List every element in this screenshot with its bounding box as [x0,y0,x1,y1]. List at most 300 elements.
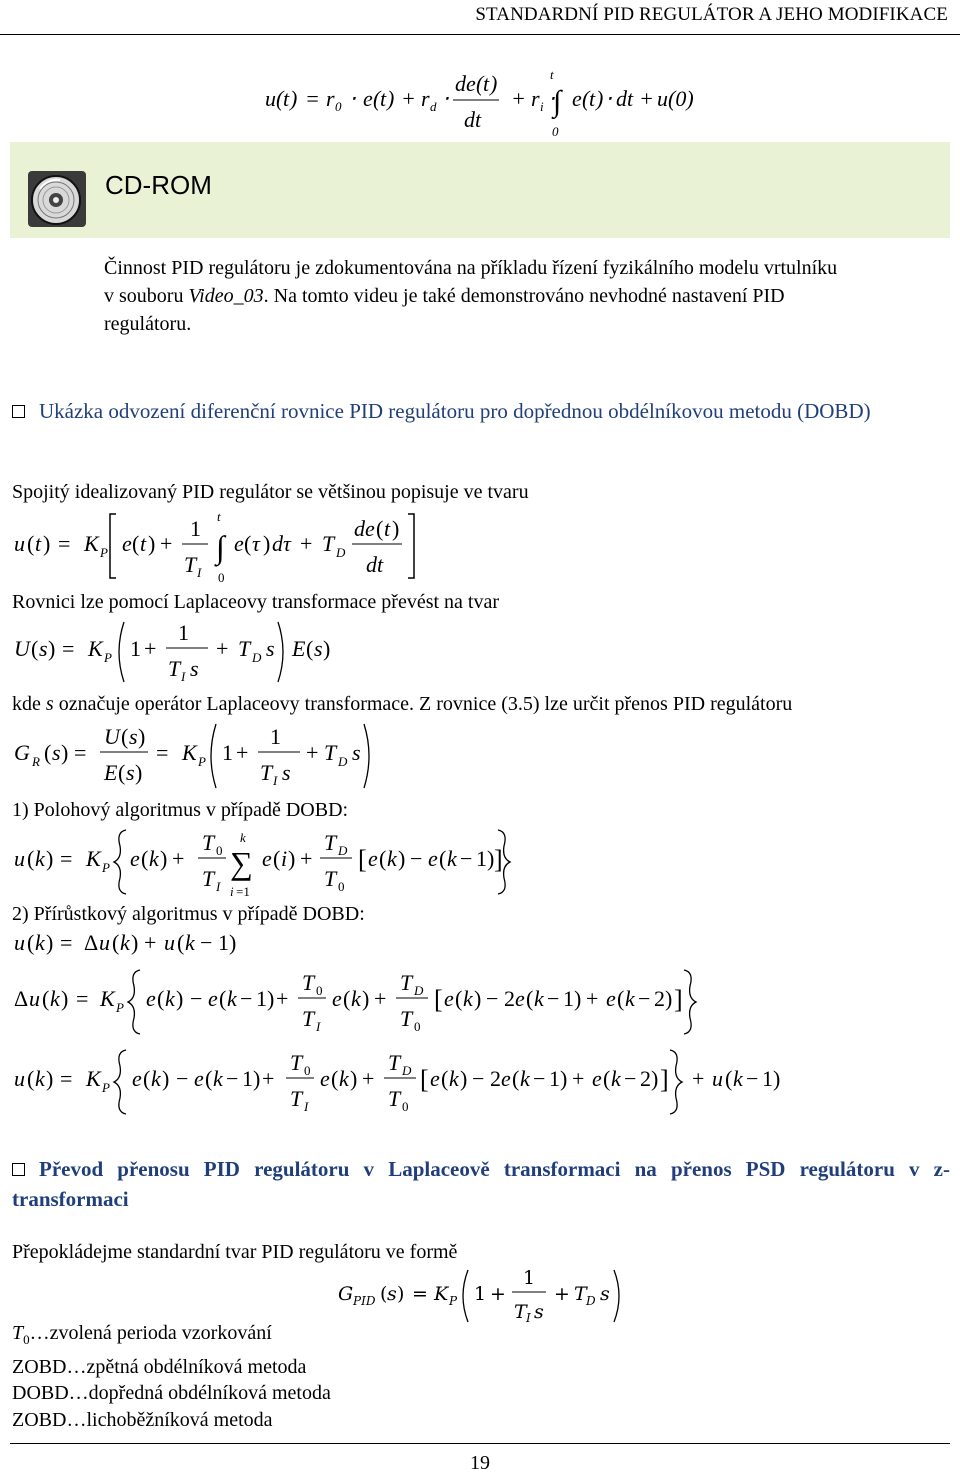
svg-text:T: T [324,830,337,855]
definition-text: …lichoběžníková metoda [66,1408,273,1431]
svg-text:1): 1) [762,1066,781,1091]
svg-text:e: e [122,531,132,556]
svg-text:t: t [380,86,387,111]
svg-text:(: ( [476,71,484,96]
svg-text:T: T [388,1050,401,1075]
svg-text:r: r [421,86,430,111]
svg-text:Δ: Δ [14,986,29,1011]
svg-text:e: e [208,986,218,1011]
svg-text:D: D [338,843,348,858]
svg-text:(: ( [306,636,314,661]
svg-text:⋅: ⋅ [442,86,449,111]
svg-text:Δ: Δ [84,930,99,955]
svg-text:s: s [600,1283,610,1305]
svg-text:e: e [332,986,342,1011]
svg-text:1): 1) [476,846,495,871]
svg-text:): ) [290,86,298,111]
svg-text:E: E [104,760,118,785]
video-filename: Video_03 [188,285,264,307]
svg-text:): ) [46,930,54,955]
svg-text:=: = [156,740,169,765]
svg-text:1): 1) [242,1066,261,1091]
svg-text:(: ( [143,1066,151,1091]
svg-text:+: + [144,930,157,955]
svg-text:2: 2 [504,986,515,1011]
svg-text:T: T [290,1086,303,1111]
svg-text:e: e [262,846,272,871]
svg-text:0: 0 [338,879,345,894]
svg-text:k: k [35,1066,45,1091]
svg-text:u: u [164,930,175,955]
svg-text:i: i [230,884,234,899]
svg-text:P: P [198,754,206,769]
svg-text:k: k [240,830,246,845]
equation-incremental-full [12,1044,812,1124]
svg-text:+: + [362,1066,375,1091]
svg-text:(: ( [725,1066,733,1091]
svg-text:dτ: dτ [272,531,291,556]
svg-text:(: ( [379,846,387,871]
svg-text:+: + [300,846,313,871]
svg-text:−: − [176,1066,189,1091]
svg-text:(: ( [118,760,126,785]
svg-text:): ) [61,740,69,765]
svg-text:(: ( [27,846,35,871]
svg-text:e: e [146,986,156,1011]
svg-text:): ) [46,846,54,871]
svg-text:T: T [202,866,215,891]
svg-text:−: − [746,1066,759,1091]
svg-text:): ) [46,1066,54,1091]
svg-text:2: 2 [490,1066,501,1091]
equation-position-algorithm [12,824,512,900]
svg-text:(: ( [441,1066,449,1091]
svg-text:(: ( [582,86,590,111]
svg-text:(: ( [205,1066,213,1091]
svg-text:K: K [182,740,197,765]
svg-text:r: r [531,86,540,111]
svg-text:(: ( [27,531,35,556]
intro-paragraph [104,254,950,338]
svg-text:−: − [200,930,213,955]
svg-text:K: K [88,636,103,661]
svg-text:K: K [86,1066,101,1091]
svg-text:e: e [194,1066,204,1091]
svg-text:T: T [400,970,413,995]
svg-text:(: ( [141,846,149,871]
svg-text:0: 0 [402,1099,409,1114]
svg-text:+: + [374,986,387,1011]
svg-text:(: ( [603,1066,611,1091]
svg-text:(: ( [42,986,50,1011]
svg-text:R: R [32,754,40,769]
svg-text:): ) [398,846,406,871]
svg-text:de: de [354,516,375,541]
svg-text:e: e [501,1066,511,1091]
svg-text:P: P [104,650,112,665]
svg-text:T: T [184,552,197,577]
svg-text:=: = [412,1283,428,1305]
svg-text:+: + [586,986,599,1011]
svg-text:t: t [217,509,221,524]
svg-text:+: + [236,740,249,765]
svg-text:T: T [238,636,251,661]
svg-text:−: − [240,986,253,1011]
svg-text:I: I [316,1019,321,1034]
svg-text:(: ( [27,930,35,955]
definition-term: ZOBD [12,1408,67,1431]
svg-text:1): 1) [549,1066,568,1091]
svg-text:T: T [324,866,337,891]
svg-text:T: T [302,970,315,995]
svg-text:(: ( [331,1066,339,1091]
svg-text:k: k [120,930,130,955]
svg-text:E: E [292,636,306,661]
svg-text:]: ] [674,985,683,1014]
running-header [0,0,960,35]
svg-text:dt: dt [616,86,634,111]
svg-text:k: k [463,986,473,1011]
svg-text:u: u [657,86,668,111]
svg-text:1: 1 [523,1267,536,1289]
svg-text:s: s [190,656,199,681]
svg-text:1: 1 [474,1283,487,1305]
section1-p1: Spojitý idealizovaný PID regulátor se většinou popisuje ve tvaru [12,481,529,503]
svg-text:t: t [35,531,42,556]
svg-text:D: D [402,1063,412,1078]
svg-text:1: 1 [222,740,233,765]
svg-text:t: t [283,86,290,111]
svg-text:k: k [520,1066,530,1091]
svg-text:k: k [351,986,361,1011]
svg-text:s: s [52,740,61,765]
svg-text:e: e [368,846,378,871]
intro-line-2a: v souboru [104,285,189,307]
svg-text:D: D [336,545,346,560]
equation-incremental-sum [12,926,272,960]
svg-text:s: s [282,760,291,785]
svg-text:s: s [126,760,135,785]
svg-text:(: ( [526,986,534,1011]
svg-text:(: ( [512,1066,520,1091]
svg-text:D: D [586,1294,596,1308]
svg-text:): ) [176,986,184,1011]
svg-text:t: t [589,86,596,111]
svg-text:K: K [100,986,115,1011]
cdrom-box [10,142,950,238]
svg-text:1): 1) [563,986,582,1011]
svg-text:+: + [401,86,416,111]
svg-text:): ) [596,86,604,111]
svg-text:∫: ∫ [553,85,562,118]
svg-text:): ) [43,531,51,556]
svg-text:): ) [148,531,156,556]
definition-item [12,1320,331,1354]
svg-text:I: I [216,879,221,894]
svg-text:+: + [160,531,173,556]
svg-text:(: ( [273,846,281,871]
svg-text:): ) [131,930,139,955]
svg-text:=: = [60,1066,73,1091]
svg-text:+: + [639,86,654,111]
svg-text:k: k [534,986,544,1011]
svg-text:U: U [104,724,120,749]
svg-text:D: D [252,650,262,665]
svg-text:−: − [472,1066,485,1091]
svg-text:I: I [181,669,186,684]
svg-text:(: ( [157,986,165,1011]
svg-text:2): 2) [654,986,673,1011]
svg-text:−: − [638,986,651,1011]
svg-text:=: = [305,86,320,111]
footer-rule [10,1443,950,1444]
svg-text:k: k [213,1066,223,1091]
svg-text:d: d [430,99,437,114]
intro-line-2 [104,282,950,310]
equation-gpid [336,1262,636,1326]
svg-text:e: e [515,986,525,1011]
svg-text:s: s [352,740,361,765]
svg-text:): ) [397,1283,405,1305]
svg-text:1): 1) [218,930,237,955]
svg-text:u: u [14,1066,25,1091]
svg-text:[: [ [358,845,367,874]
svg-text:−: − [547,986,560,1011]
svg-text:1: 1 [190,516,201,541]
svg-text:1: 1 [178,620,189,645]
svg-text:∑: ∑ [230,845,253,881]
definition-item [12,1354,331,1381]
svg-text:): ) [135,760,143,785]
svg-text:K: K [84,531,99,556]
svg-text:+: + [300,531,313,556]
intro-line-2b: . Na tomto videu je také demonstrováno nevhodné nastavení PID [263,285,785,307]
svg-text:1): 1) [256,986,275,1011]
svg-text:G: G [14,740,30,765]
svg-text:0: 0 [218,570,225,585]
definition-text: …zvolená perioda vzorkování [29,1322,272,1344]
svg-text:t: t [140,531,147,556]
svg-text:(: ( [276,86,284,111]
svg-text:): ) [387,86,395,111]
svg-text:T: T [514,1301,527,1323]
svg-text:=1: =1 [236,884,250,899]
intro-line-1: Činnost PID regulátoru je zdokumentována na příkladu řízení fyzikálního modelu vrtulníku [104,257,838,279]
header-title: STANDARDNÍ PID REGULÁTOR A JEHO MODIFIKACE [475,4,948,25]
svg-text:u: u [14,531,25,556]
svg-text:(: ( [343,986,351,1011]
svg-text:K: K [434,1283,449,1305]
svg-text:P: P [102,1080,110,1095]
svg-text:(: ( [439,846,447,871]
svg-text:I: I [197,565,202,580]
cd-disc-icon [26,167,90,231]
svg-text:−: − [533,1066,546,1091]
checkbox-bullet-icon [12,1163,25,1176]
svg-text:s: s [314,636,323,661]
section2-p1: Přepokládejme standardní tvar PID regulátoru ve formě [12,1241,458,1263]
svg-text:⋅: ⋅ [349,86,356,111]
svg-text:=: = [74,740,87,765]
svg-text:[: [ [434,985,443,1014]
svg-text:−: − [460,846,473,871]
algorithm-2-label: 2) Přírůstkový algoritmus v případě DOBD: [12,903,365,925]
svg-text:s: s [129,724,138,749]
svg-text:t: t [483,71,490,96]
svg-text:): ) [263,531,271,556]
svg-text:I: I [526,1311,531,1325]
definition-text: …dopředná obdélníková metoda [68,1382,331,1404]
svg-text:T: T [400,1006,413,1031]
svg-text:T: T [168,656,181,681]
equation-top-svg [265,64,705,144]
svg-text:): ) [323,636,331,661]
svg-text:1: 1 [270,724,281,749]
intro-line-3: regulátoru. [104,313,192,335]
svg-text:e: e [572,86,582,111]
svg-text:): ) [392,516,400,541]
svg-text:k: k [625,986,635,1011]
equation-incremental-delta [12,964,712,1040]
svg-text:+: + [216,636,229,661]
svg-text:): ) [362,986,370,1011]
svg-text:P: P [100,545,108,560]
svg-text:+: + [144,636,157,661]
svg-text:0: 0 [216,843,223,858]
svg-text:0: 0 [335,99,342,114]
equation-laplace [12,616,352,688]
svg-text:): ) [61,986,69,1011]
svg-text:s: s [266,636,275,661]
svg-text:I: I [304,1099,309,1114]
svg-text:e: e [428,846,438,871]
svg-text:T: T [260,760,273,785]
svg-text:=: = [76,986,89,1011]
svg-text:k: k [149,846,159,871]
svg-text:(: ( [455,986,463,1011]
svg-text:): ) [160,846,168,871]
svg-text:(: ( [31,636,39,661]
svg-text:): ) [138,724,146,749]
definition-term: DOBD [12,1382,69,1404]
svg-text:e: e [320,1066,330,1091]
svg-text:]: ] [494,845,503,874]
svg-text:k: k [35,846,45,871]
svg-text:u: u [99,930,110,955]
svg-text:k: k [50,986,60,1011]
svg-text:(: ( [177,930,185,955]
svg-text:+: + [490,1283,506,1305]
svg-text:k: k [611,1066,621,1091]
svg-text:u: u [14,846,25,871]
svg-text:τ: τ [252,531,260,556]
svg-text:−: − [190,986,203,1011]
svg-text:U: U [14,636,30,661]
svg-text:s: s [534,1301,544,1323]
section1-p3 [12,690,950,718]
svg-text:⋅: ⋅ [548,86,555,111]
svg-text:dt: dt [366,552,384,577]
svg-text:e: e [132,1066,142,1091]
svg-text:): ) [490,71,498,96]
svg-text:T: T [574,1283,587,1305]
svg-text:i: i [540,99,544,114]
svg-text:k: k [733,1066,743,1091]
svg-text:(: ( [376,516,384,541]
svg-text:s: s [39,636,48,661]
svg-text:−: − [226,1066,239,1091]
svg-text:e: e [430,1066,440,1091]
svg-text:P: P [102,860,110,875]
checkbox-bullet-icon [12,405,25,418]
svg-text:u: u [14,930,25,955]
svg-text:D: D [338,754,348,769]
svg-text:G: G [338,1283,354,1305]
svg-text:e: e [130,846,140,871]
svg-text:T: T [322,531,335,556]
svg-text:∫: ∫ [216,529,225,565]
svg-text:]: ] [660,1065,669,1094]
definitions-list [12,1320,331,1433]
equation-pid-continuous [12,506,432,586]
svg-text:=: = [60,846,73,871]
svg-text:): ) [350,1066,358,1091]
svg-text:): ) [162,1066,170,1091]
section1-p3-symbol: s [45,693,54,715]
svg-text:e: e [444,986,454,1011]
svg-text:k: k [35,930,45,955]
svg-text:k: k [185,930,195,955]
svg-text:k: k [387,846,397,871]
svg-text:−: − [410,846,423,871]
svg-text:0: 0 [316,983,323,998]
page-number: 19 [470,1452,490,1474]
svg-text:): ) [460,1066,468,1091]
svg-text:(0): (0) [668,86,694,111]
svg-text:P: P [449,1294,458,1308]
svg-text:=: = [60,930,73,955]
svg-text:e: e [592,1066,602,1091]
svg-text:(: ( [219,986,227,1011]
svg-text:D: D [414,983,424,998]
svg-text:(: ( [44,740,52,765]
svg-text:k: k [165,986,175,1011]
svg-text:t: t [550,67,554,82]
svg-text:): ) [474,986,482,1011]
section2-heading: Převod přenosu PID regulátoru v Laplaceově transformaci na přenos PSD regulátoru v z-transformaci [12,1157,950,1211]
svg-text:k: k [449,1066,459,1091]
svg-text:(: ( [27,1066,35,1091]
definition-item [12,1407,331,1434]
section2-heading-block [12,1154,950,1214]
svg-text:k: k [151,1066,161,1091]
section1-heading-block [12,396,950,426]
definition-term: T [12,1322,24,1344]
section1-p2: Rovnici lze pomocí Laplaceovy transformace převést na tvar [12,591,500,613]
svg-text:2): 2) [640,1066,659,1091]
equation-top [265,64,705,150]
svg-text:(: ( [244,531,252,556]
svg-text:(: ( [373,86,381,111]
svg-text:t: t [384,516,391,541]
svg-text:+: + [172,846,185,871]
svg-text:+: + [276,986,289,1011]
svg-text:0: 0 [414,1019,421,1034]
cdrom-label: CD-ROM [105,170,212,200]
section1-heading: Ukázka odvození diferenční rovnice PID regulátoru pro dopřednou obdélníkovou metodu (DOBD) [39,399,871,423]
definition-term: ZOBD [12,1355,67,1378]
svg-text:I: I [273,773,278,788]
